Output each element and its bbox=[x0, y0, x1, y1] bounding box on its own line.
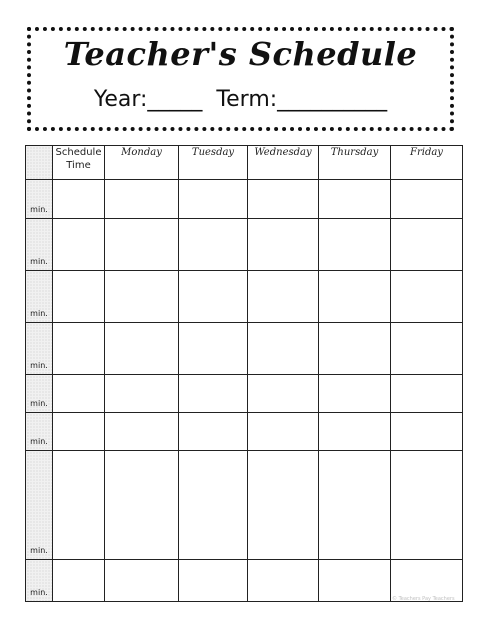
year-term-line bbox=[31, 87, 450, 112]
column-header-wednesday: Wednesday bbox=[248, 146, 319, 180]
wednesday-cell[interactable] bbox=[248, 451, 319, 560]
table-row bbox=[26, 271, 463, 323]
thursday-cell[interactable] bbox=[319, 375, 391, 413]
min-column-header bbox=[26, 146, 53, 180]
tuesday-cell[interactable] bbox=[179, 180, 248, 219]
min-label: min. bbox=[30, 257, 48, 266]
column-header-tuesday: Tuesday bbox=[179, 146, 248, 180]
table-row bbox=[26, 451, 463, 560]
table-row bbox=[26, 219, 463, 271]
min-label: min. bbox=[30, 588, 48, 597]
time-cell[interactable] bbox=[53, 271, 105, 323]
time-cell[interactable] bbox=[53, 451, 105, 560]
title-box bbox=[27, 27, 454, 131]
wednesday-cell[interactable] bbox=[248, 219, 319, 271]
tuesday-cell[interactable] bbox=[179, 219, 248, 271]
wednesday-cell[interactable] bbox=[248, 560, 319, 602]
monday-cell[interactable] bbox=[105, 180, 179, 219]
thursday-cell[interactable] bbox=[319, 451, 391, 560]
min-label: min. bbox=[30, 361, 48, 370]
time-cell[interactable] bbox=[53, 560, 105, 602]
monday-cell[interactable] bbox=[105, 413, 179, 451]
friday-cell[interactable] bbox=[391, 219, 463, 271]
monday-cell[interactable] bbox=[105, 323, 179, 375]
min-label: min. bbox=[30, 309, 48, 318]
table-row bbox=[26, 323, 463, 375]
thursday-cell[interactable] bbox=[319, 413, 391, 451]
monday-cell[interactable] bbox=[105, 375, 179, 413]
friday-cell[interactable] bbox=[391, 180, 463, 219]
monday-cell[interactable] bbox=[105, 219, 179, 271]
friday-cell[interactable] bbox=[391, 451, 463, 560]
friday-cell[interactable] bbox=[391, 413, 463, 451]
thursday-cell[interactable] bbox=[319, 323, 391, 375]
table-row bbox=[26, 413, 463, 451]
thursday-cell[interactable] bbox=[319, 219, 391, 271]
monday-cell[interactable] bbox=[105, 560, 179, 602]
time-cell[interactable] bbox=[53, 180, 105, 219]
page-title: Teacher's Schedule bbox=[63, 35, 418, 73]
wednesday-cell[interactable] bbox=[248, 180, 319, 219]
min-label: min. bbox=[30, 399, 48, 408]
column-header-friday: Friday bbox=[391, 146, 463, 180]
term-field: Term:__________ bbox=[216, 87, 388, 112]
tuesday-cell[interactable] bbox=[179, 271, 248, 323]
tuesday-cell[interactable] bbox=[179, 323, 248, 375]
tuesday-cell[interactable] bbox=[179, 413, 248, 451]
min-label: min. bbox=[30, 205, 48, 214]
wednesday-cell[interactable] bbox=[248, 323, 319, 375]
friday-cell[interactable] bbox=[391, 375, 463, 413]
tuesday-cell[interactable] bbox=[179, 375, 248, 413]
time-cell[interactable] bbox=[53, 375, 105, 413]
time-cell[interactable] bbox=[53, 413, 105, 451]
column-header-monday: Monday bbox=[105, 146, 179, 180]
monday-cell[interactable] bbox=[105, 451, 179, 560]
time-cell[interactable] bbox=[53, 219, 105, 271]
column-header-schedule-time: Schedule Time bbox=[53, 146, 105, 180]
table-row bbox=[26, 375, 463, 413]
monday-cell[interactable] bbox=[105, 271, 179, 323]
thursday-cell[interactable] bbox=[319, 180, 391, 219]
table-row bbox=[26, 180, 463, 219]
wednesday-cell[interactable] bbox=[248, 271, 319, 323]
schedule-table bbox=[25, 145, 463, 602]
thursday-cell[interactable] bbox=[319, 271, 391, 323]
header-row bbox=[26, 146, 463, 180]
column-header-thursday: Thursday bbox=[319, 146, 391, 180]
tuesday-cell[interactable] bbox=[179, 451, 248, 560]
time-cell[interactable] bbox=[53, 323, 105, 375]
year-field: Year:_____ bbox=[93, 87, 203, 112]
thursday-cell[interactable] bbox=[319, 560, 391, 602]
friday-cell[interactable] bbox=[391, 271, 463, 323]
footer-credit: © Teachers Pay Teachers bbox=[392, 596, 455, 602]
friday-cell[interactable] bbox=[391, 323, 463, 375]
tuesday-cell[interactable] bbox=[179, 560, 248, 602]
min-label: min. bbox=[30, 546, 48, 555]
wednesday-cell[interactable] bbox=[248, 413, 319, 451]
min-label: min. bbox=[30, 437, 48, 446]
wednesday-cell[interactable] bbox=[248, 375, 319, 413]
